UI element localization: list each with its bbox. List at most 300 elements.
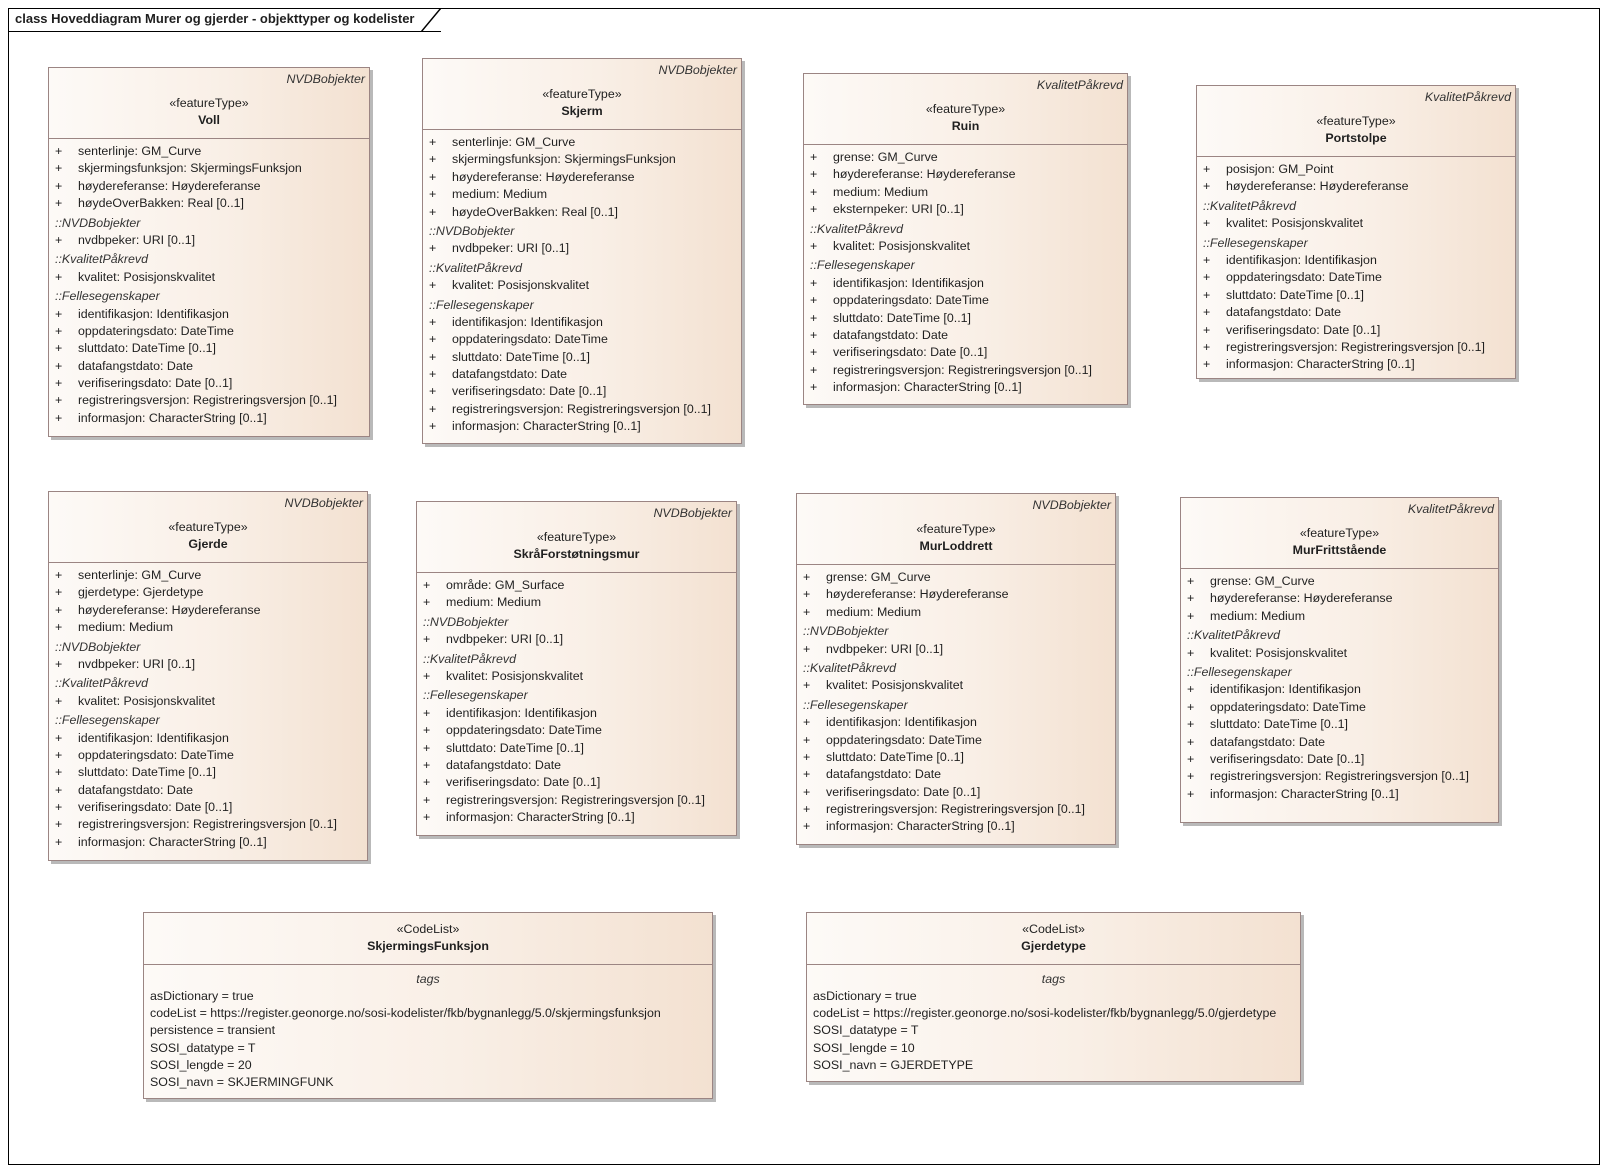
attribute-compartment: [804, 145, 1127, 400]
attribute-row[interactable]: [810, 310, 1127, 327]
attribute-text: oppdateringsdato: DateTime: [833, 293, 989, 308]
class-box-voll[interactable]: [48, 67, 370, 437]
inherited-group-label: ::KvalitetPåkrevd: [1187, 628, 1280, 643]
tag-row[interactable]: SOSI_datatype = T: [150, 1040, 256, 1055]
visibility-public-icon: +: [55, 323, 63, 338]
visibility-public-icon: +: [803, 732, 811, 747]
attribute-row[interactable]: [55, 392, 369, 409]
attribute-row[interactable]: [429, 331, 741, 348]
attribute-row[interactable]: [423, 577, 736, 594]
attribute-row[interactable]: [803, 766, 1115, 783]
tags-compartment: [144, 965, 712, 1097]
codelist-box-gjerdetype[interactable]: [806, 912, 1301, 1082]
visibility-public-icon: +: [1203, 322, 1211, 337]
attribute-row[interactable]: [55, 410, 369, 427]
attribute-text: høydereferanse: Høydereferanse: [78, 178, 261, 193]
attribute-row[interactable]: [429, 366, 741, 383]
attribute-row[interactable]: [55, 799, 367, 816]
attribute-row[interactable]: [55, 816, 367, 833]
attribute-compartment: [49, 139, 369, 431]
attribute-row[interactable]: [810, 344, 1127, 361]
visibility-public-icon: +: [55, 765, 63, 780]
attribute-text: nvdbpeker: URI [0..1]: [446, 632, 564, 647]
attribute-row[interactable]: [429, 151, 741, 168]
stereotype-label: «featureType»: [542, 87, 622, 101]
attribute-row[interactable]: [803, 818, 1115, 835]
inherited-group-label: ::KvalitetPåkrevd: [55, 252, 148, 267]
attribute-text: sluttdato: DateTime [0..1]: [78, 765, 216, 780]
visibility-public-icon: +: [55, 196, 63, 211]
package-label: NVDBobjekter: [284, 496, 363, 510]
attribute-text: registreringsversjon: Registreringsversjon [0..1]: [1226, 339, 1485, 354]
attribute-row[interactable]: [810, 184, 1127, 201]
stereotype-label: «featureType»: [1299, 526, 1380, 540]
visibility-public-icon: +: [1187, 734, 1195, 749]
visibility-public-icon: +: [810, 150, 818, 164]
attribute-row[interactable]: [803, 604, 1115, 621]
inherited-group-label: ::NVDBobjekter: [803, 624, 889, 639]
attribute-text: kvalitet: Posisjonskvalitet: [1210, 645, 1348, 660]
attribute-text: senterlinje: GM_Curve: [452, 135, 576, 149]
class-box-murfrittstaende[interactable]: [1180, 497, 1499, 823]
attribute-text: medium: Medium: [1210, 608, 1306, 623]
attribute-text: verifiseringsdato: Date [0..1]: [826, 784, 981, 799]
attribute-compartment: [423, 130, 741, 440]
visibility-public-icon: +: [429, 314, 437, 329]
attribute-row[interactable]: [1187, 681, 1498, 698]
attribute-row[interactable]: [423, 774, 736, 791]
attribute-text: informasjon: CharacterString [0..1]: [78, 410, 267, 425]
attribute-row[interactable]: [803, 677, 1115, 694]
attribute-text: sluttdato: DateTime [0..1]: [1226, 287, 1364, 302]
attribute-row[interactable]: [803, 569, 1115, 586]
visibility-public-icon: +: [423, 705, 431, 720]
attribute-row[interactable]: [55, 306, 369, 323]
attribute-text: datafangstdato: Date: [446, 757, 562, 772]
attribute-row[interactable]: [810, 292, 1127, 309]
visibility-public-icon: +: [55, 585, 63, 600]
visibility-public-icon: +: [55, 747, 63, 762]
attribute-text: kvalitet: Posisjonskvalitet: [446, 668, 584, 683]
attribute-text: verifiseringsdato: Date [0..1]: [833, 345, 988, 360]
attribute-row[interactable]: [429, 134, 741, 151]
attribute-row[interactable]: [810, 238, 1127, 255]
attribute-text: skjermingsfunksjon: SkjermingsFunksjon: [78, 161, 302, 176]
attribute-row[interactable]: [55, 656, 367, 673]
attribute-row[interactable]: [55, 693, 367, 710]
attribute-row[interactable]: [803, 641, 1115, 658]
attribute-row[interactable]: [423, 668, 736, 685]
visibility-public-icon: +: [803, 749, 811, 764]
attribute-row[interactable]: [1187, 716, 1498, 733]
attribute-row[interactable]: [1187, 699, 1498, 716]
attribute-compartment: [49, 563, 367, 855]
attribute-compartment: [797, 565, 1115, 840]
attribute-row[interactable]: [1187, 608, 1498, 625]
attribute-text: informasjon: CharacterString [0..1]: [826, 819, 1015, 834]
attribute-row[interactable]: [55, 584, 367, 601]
visibility-public-icon: +: [1187, 751, 1195, 766]
attribute-row[interactable]: [803, 784, 1115, 801]
visibility-public-icon: +: [429, 332, 437, 347]
visibility-public-icon: +: [423, 723, 431, 738]
tag-row[interactable]: SOSI_navn = GJERDETYPE: [813, 1057, 974, 1072]
visibility-public-icon: +: [429, 349, 437, 364]
attribute-row[interactable]: [423, 792, 736, 809]
attribute-row[interactable]: [55, 834, 367, 851]
inherited-group-label: ::KvalitetPåkrevd: [803, 660, 896, 675]
attribute-text: oppdateringsdato: DateTime: [1210, 699, 1366, 714]
attribute-text: medium: Medium: [452, 187, 548, 202]
inherited-group-label: ::NVDBobjekter: [55, 215, 141, 230]
attribute-row[interactable]: [55, 340, 369, 357]
visibility-public-icon: +: [429, 135, 437, 149]
class-header: [417, 502, 736, 573]
visibility-public-icon: +: [55, 834, 63, 849]
inherited-group-label: ::Fellesegenskaper: [1187, 664, 1292, 679]
class-box-portstolpe[interactable]: [1196, 85, 1516, 379]
inherited-group-label: ::KvalitetPåkrevd: [423, 651, 516, 666]
visibility-public-icon: +: [810, 345, 818, 360]
attribute-row[interactable]: [429, 240, 741, 257]
class-header: [797, 494, 1115, 565]
attribute-text: nvdbpeker: URI [0..1]: [452, 241, 570, 256]
package-label: NVDBobjekter: [1032, 498, 1111, 512]
class-name: Skjerm: [561, 104, 603, 118]
class-header: [1197, 86, 1515, 157]
visibility-public-icon: +: [810, 202, 818, 217]
attribute-row[interactable]: [423, 740, 736, 757]
attribute-row[interactable]: [55, 747, 367, 764]
attribute-row[interactable]: [1187, 573, 1498, 590]
class-box-ruin[interactable]: [803, 73, 1128, 405]
visibility-public-icon: +: [429, 204, 437, 219]
visibility-public-icon: +: [55, 656, 63, 671]
attribute-row[interactable]: [55, 269, 369, 286]
class-header: [49, 492, 367, 563]
tag-row[interactable]: codeList = https://register.geonorge.no/sosi-kodelister/fkb/bygnanlegg/5.0/gjerdetype: [813, 1006, 1277, 1021]
visibility-public-icon: +: [1203, 270, 1211, 285]
attribute-text: registreringsversjon: Registreringsversjon [0..1]: [452, 401, 711, 416]
visibility-public-icon: +: [1203, 252, 1211, 267]
attribute-row[interactable]: [1203, 215, 1515, 232]
attribute-row[interactable]: [803, 714, 1115, 731]
stereotype-label: «featureType»: [925, 102, 1006, 116]
attribute-text: sluttdato: DateTime [0..1]: [1210, 717, 1348, 732]
attribute-text: nvdbpeker: URI [0..1]: [826, 641, 944, 656]
visibility-public-icon: +: [1203, 287, 1211, 302]
visibility-public-icon: +: [810, 184, 818, 199]
visibility-public-icon: +: [803, 604, 811, 619]
attribute-row[interactable]: [1203, 322, 1515, 339]
attribute-text: kvalitet: Posisjonskvalitet: [826, 678, 964, 693]
tag-row[interactable]: asDictionary = true: [150, 989, 254, 1003]
visibility-public-icon: +: [803, 767, 811, 782]
attribute-text: registreringsversjon: Registreringsversjon [0..1]: [78, 817, 337, 832]
attribute-row[interactable]: [55, 358, 369, 375]
visibility-public-icon: +: [55, 341, 63, 356]
tag-row[interactable]: persistence = transient: [150, 1023, 276, 1038]
diagram-title-tab: [8, 8, 441, 32]
attribute-row[interactable]: [803, 801, 1115, 818]
attribute-text: medium: Medium: [78, 620, 174, 635]
attribute-row[interactable]: [429, 401, 741, 418]
class-header: [423, 59, 741, 130]
visibility-public-icon: +: [1187, 682, 1195, 697]
visibility-public-icon: +: [1203, 216, 1211, 231]
visibility-public-icon: +: [803, 587, 811, 602]
attribute-row[interactable]: [55, 764, 367, 781]
attribute-text: datafangstdato: Date: [833, 327, 949, 342]
attribute-row[interactable]: [803, 586, 1115, 603]
class-header: [804, 74, 1127, 145]
visibility-public-icon: +: [803, 570, 811, 584]
attribute-text: registreringsversjon: Registreringsversjon [0..1]: [826, 802, 1085, 817]
diagram-title-tab-corner: [421, 8, 441, 32]
class-box-gjerde[interactable]: [48, 491, 368, 861]
visibility-public-icon: +: [810, 275, 818, 290]
attribute-row[interactable]: [429, 169, 741, 186]
visibility-public-icon: +: [1187, 769, 1195, 784]
attribute-text: datafangstdato: Date: [78, 358, 194, 373]
tag-row[interactable]: SOSI_lengde = 20: [150, 1057, 252, 1072]
attribute-row[interactable]: [55, 730, 367, 747]
attribute-row[interactable]: [803, 749, 1115, 766]
visibility-public-icon: +: [423, 757, 431, 772]
attribute-row[interactable]: [1203, 178, 1515, 195]
visibility-public-icon: +: [55, 730, 63, 745]
attribute-text: høydeOverBakken: Real [0..1]: [78, 196, 244, 211]
attribute-row[interactable]: [55, 178, 369, 195]
visibility-public-icon: +: [1187, 717, 1195, 732]
visibility-public-icon: +: [55, 358, 63, 373]
attribute-row[interactable]: [55, 195, 369, 212]
visibility-public-icon: +: [429, 278, 437, 293]
visibility-public-icon: +: [1203, 162, 1211, 176]
attribute-text: senterlinje: GM_Curve: [78, 144, 202, 158]
class-box-skjerm[interactable]: [422, 58, 742, 444]
attribute-text: informasjon: CharacterString [0..1]: [446, 810, 635, 825]
attribute-text: informasjon: CharacterString [0..1]: [452, 419, 641, 434]
package-label: NVDBobjekter: [286, 72, 365, 86]
class-name: SkråForstøtningsmur: [513, 547, 640, 561]
attribute-row[interactable]: [1187, 786, 1498, 803]
attribute-text: oppdateringsdato: DateTime: [826, 732, 982, 747]
attribute-text: medium: Medium: [446, 595, 542, 610]
visibility-public-icon: +: [803, 784, 811, 799]
attribute-text: kvalitet: Posisjonskvalitet: [78, 269, 216, 284]
attribute-row[interactable]: [423, 809, 736, 826]
visibility-public-icon: +: [423, 775, 431, 790]
attribute-row[interactable]: [1203, 339, 1515, 356]
attribute-text: datafangstdato: Date: [1210, 734, 1326, 749]
attribute-row[interactable]: [429, 418, 741, 435]
attribute-text: datafangstdato: Date: [452, 367, 568, 382]
inherited-group-label: ::Fellesegenskaper: [803, 697, 908, 712]
attribute-row[interactable]: [55, 602, 367, 619]
attribute-text: datafangstdato: Date: [78, 782, 194, 797]
stereotype-label: «featureType»: [169, 96, 249, 110]
attribute-row[interactable]: [810, 327, 1127, 344]
visibility-public-icon: +: [423, 578, 431, 592]
visibility-public-icon: +: [429, 152, 437, 167]
attribute-row[interactable]: [810, 149, 1127, 166]
attribute-text: identifikasjon: Identifikasjon: [1226, 252, 1377, 267]
attribute-text: oppdateringsdato: DateTime: [78, 747, 234, 762]
visibility-public-icon: +: [429, 187, 437, 202]
attribute-row[interactable]: [1187, 768, 1498, 785]
inherited-group-label: ::NVDBobjekter: [423, 614, 509, 629]
attribute-text: område: GM_Surface: [446, 578, 565, 592]
attribute-row[interactable]: [1203, 304, 1515, 321]
visibility-public-icon: +: [1203, 179, 1211, 194]
attribute-text: sluttdato: DateTime [0..1]: [833, 310, 971, 325]
codelist-name: SkjermingsFunksjon: [367, 939, 489, 953]
attribute-row[interactable]: [810, 379, 1127, 396]
visibility-public-icon: +: [1187, 645, 1195, 660]
attribute-text: identifikasjon: Identifikasjon: [1210, 682, 1361, 697]
attribute-text: høydereferanse: Høydereferanse: [826, 587, 1009, 602]
attribute-text: verifiseringsdato: Date [0..1]: [446, 775, 601, 790]
codelist-box-skjermingsfunksjon[interactable]: [143, 912, 713, 1099]
attribute-row[interactable]: [810, 201, 1127, 218]
stereotype-label: «featureType»: [916, 522, 996, 536]
attribute-row[interactable]: [429, 204, 741, 221]
tag-row[interactable]: SOSI_lengde = 10: [813, 1040, 915, 1055]
visibility-public-icon: +: [55, 306, 63, 321]
attribute-row[interactable]: [810, 362, 1127, 379]
attribute-text: grense: GM_Curve: [833, 150, 938, 164]
class-name: MurLoddrett: [919, 539, 993, 553]
attribute-row[interactable]: [423, 594, 736, 611]
visibility-public-icon: +: [55, 376, 63, 391]
inherited-group-label: ::Fellesegenskaper: [810, 258, 915, 273]
tag-row[interactable]: asDictionary = true: [813, 989, 917, 1003]
attribute-row[interactable]: [423, 757, 736, 774]
attribute-text: identifikasjon: Identifikasjon: [78, 730, 229, 745]
attribute-text: senterlinje: GM_Curve: [78, 568, 202, 582]
package-label: KvalitetPåkrevd: [1424, 90, 1511, 104]
attribute-row[interactable]: [429, 186, 741, 203]
tags-title: tags: [416, 972, 440, 986]
stereotype-label: «featureType»: [1316, 114, 1396, 128]
attribute-row[interactable]: [810, 166, 1127, 183]
visibility-public-icon: +: [429, 367, 437, 382]
attribute-row[interactable]: [803, 732, 1115, 749]
inherited-group-label: ::Fellesegenskaper: [55, 289, 160, 304]
attribute-text: sluttdato: DateTime [0..1]: [826, 749, 964, 764]
visibility-public-icon: +: [55, 178, 63, 193]
tag-row[interactable]: SOSI_datatype = T: [813, 1023, 919, 1038]
codelist-header: [144, 913, 712, 965]
attribute-row[interactable]: [1203, 161, 1515, 178]
attribute-row[interactable]: [1187, 751, 1498, 768]
attribute-row[interactable]: [55, 782, 367, 799]
attribute-row[interactable]: [55, 232, 369, 249]
attribute-row[interactable]: [1187, 590, 1498, 607]
visibility-public-icon: +: [810, 293, 818, 308]
class-name: Ruin: [951, 119, 980, 133]
attribute-row[interactable]: [429, 349, 741, 366]
package-label: KvalitetPåkrevd: [1036, 78, 1123, 92]
visibility-public-icon: +: [423, 595, 431, 610]
attribute-row[interactable]: [423, 705, 736, 722]
attribute-text: identifikasjon: Identifikasjon: [833, 275, 984, 290]
attribute-text: verifiseringsdato: Date [0..1]: [452, 384, 607, 399]
diagram-title: class Hoveddiagram Murer og gjerder - objekttyper og kodelister: [15, 11, 415, 26]
tags-title: tags: [1041, 972, 1066, 986]
attribute-row[interactable]: [1187, 734, 1498, 751]
attribute-text: registreringsversjon: Registreringsversjon [0..1]: [446, 792, 705, 807]
inherited-group-label: ::KvalitetPåkrevd: [55, 676, 148, 691]
visibility-public-icon: +: [423, 632, 431, 647]
class-box-skraforstotningsmur[interactable]: [416, 501, 737, 836]
visibility-public-icon: +: [429, 401, 437, 416]
visibility-public-icon: +: [429, 419, 437, 434]
attribute-text: høydereferanse: Høydereferanse: [452, 169, 635, 184]
attribute-text: kvalitet: Posisjonskvalitet: [833, 238, 971, 253]
attribute-row[interactable]: [1203, 252, 1515, 269]
visibility-public-icon: +: [810, 167, 818, 182]
attribute-row[interactable]: [55, 619, 367, 636]
visibility-public-icon: +: [423, 740, 431, 755]
class-box-murloddrett[interactable]: [796, 493, 1116, 845]
stereotype-label: «featureType»: [168, 520, 248, 534]
attribute-row[interactable]: [55, 323, 369, 340]
visibility-public-icon: +: [1203, 357, 1211, 372]
attribute-text: identifikasjon: Identifikasjon: [826, 715, 977, 730]
attribute-row[interactable]: [810, 275, 1127, 292]
attribute-text: medium: Medium: [833, 184, 929, 199]
attribute-row[interactable]: [1203, 356, 1515, 373]
attribute-row[interactable]: [55, 160, 369, 177]
attribute-text: skjermingsfunksjon: SkjermingsFunksjon: [452, 152, 676, 167]
visibility-public-icon: +: [55, 393, 63, 408]
attribute-text: registreringsversjon: Registreringsversjon [0..1]: [78, 393, 337, 408]
attribute-text: høydereferanse: Høydereferanse: [1226, 179, 1409, 194]
visibility-public-icon: +: [55, 782, 63, 797]
visibility-public-icon: +: [810, 310, 818, 325]
attribute-row[interactable]: [1203, 287, 1515, 304]
attribute-text: sluttdato: DateTime [0..1]: [446, 740, 584, 755]
tag-row[interactable]: codeList = https://register.geonorge.no/sosi-kodelister/fkb/bygnanlegg/5.0/skjermingsfunksjon: [150, 1006, 661, 1021]
attribute-text: informasjon: CharacterString [0..1]: [1210, 786, 1399, 801]
attribute-row[interactable]: [55, 375, 369, 392]
attribute-row[interactable]: [429, 383, 741, 400]
attribute-text: høydeOverBakken: Real [0..1]: [452, 204, 618, 219]
visibility-public-icon: +: [55, 800, 63, 815]
attribute-text: grense: GM_Curve: [826, 570, 931, 584]
attribute-text: verifiseringsdato: Date [0..1]: [78, 376, 233, 391]
attribute-row[interactable]: [55, 567, 367, 584]
attribute-row[interactable]: [423, 722, 736, 739]
attribute-row[interactable]: [1187, 645, 1498, 662]
visibility-public-icon: +: [1203, 339, 1211, 354]
attribute-row[interactable]: [429, 314, 741, 331]
attribute-row[interactable]: [1203, 269, 1515, 286]
tag-row[interactable]: SOSI_navn = SKJERMINGFUNK: [150, 1074, 334, 1089]
attribute-row[interactable]: [429, 277, 741, 294]
visibility-public-icon: +: [423, 792, 431, 807]
attribute-text: sluttdato: DateTime [0..1]: [78, 341, 216, 356]
class-name: Portstolpe: [1325, 131, 1387, 145]
attribute-text: informasjon: CharacterString [0..1]: [78, 834, 267, 849]
attribute-text: oppdateringsdato: DateTime: [446, 723, 602, 738]
attribute-text: oppdateringsdato: DateTime: [452, 332, 608, 347]
attribute-row[interactable]: [423, 631, 736, 648]
attribute-text: kvalitet: Posisjonskvalitet: [452, 278, 590, 293]
attribute-row[interactable]: [55, 143, 369, 160]
